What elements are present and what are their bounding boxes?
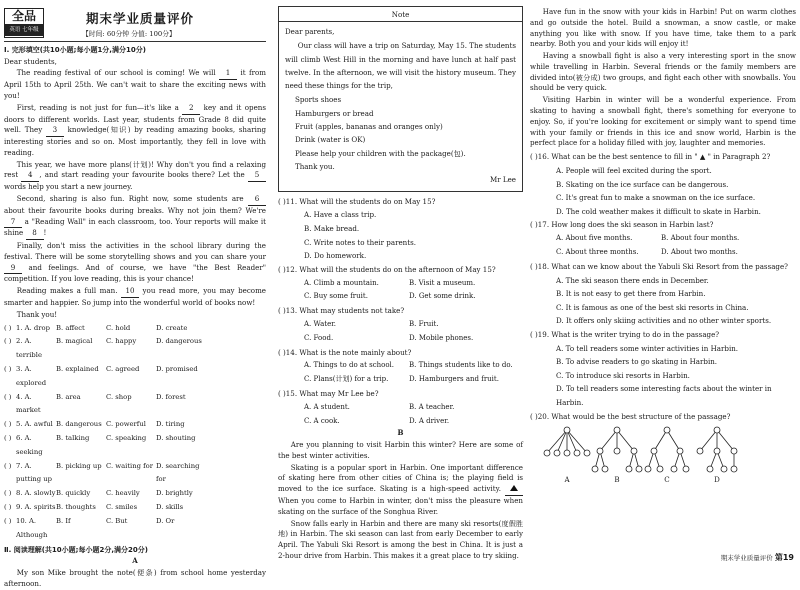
option-b: B. area	[56, 392, 81, 401]
structure-tree	[592, 425, 642, 475]
option-d: D. shouting	[156, 433, 196, 442]
question-stem: ( )19. What is the writer trying to do in the passage?	[530, 329, 720, 339]
cloze-passage	[4, 68, 266, 308]
question-stem: ( )14. What is the note mainly about?	[278, 347, 412, 357]
option: D. It offers only skiing activities and no other winter sports.	[556, 316, 772, 326]
option: D. To tell readers some interesting facts about the winter in Harbin.	[556, 384, 772, 408]
answer-blank: 9	[4, 263, 22, 275]
cloze-paragraph: Second, sharing is also fun. Right now, some students are 6 about their favourite books during breaks. Why not join them? We're 7 a "Reading Wall" in each classroom, too. Your reports will make it shine 8 !	[4, 194, 266, 240]
note-line: Sports shoes	[295, 95, 342, 105]
option-row	[4, 460, 266, 488]
note-signature: Mr Lee	[489, 175, 516, 185]
option: B. About four months.	[661, 234, 740, 243]
part-a-intro: My son Mike brought the note(便条) from school home yesterday afternoon.	[4, 567, 266, 588]
tree-node	[554, 450, 560, 456]
option-a: 5. A. awful	[16, 420, 53, 429]
time-info: 【时间: 60分钟 分值: 100分】	[82, 30, 176, 38]
option-d: D. promised	[156, 364, 198, 373]
option-d: D. brightly	[156, 489, 193, 498]
badge-sub: 英语 七年级	[5, 24, 43, 36]
option-a: 9. A. spirits	[16, 502, 56, 511]
option-d: D. create	[156, 323, 188, 332]
tree-node	[614, 427, 620, 433]
answer-paren: ( )	[4, 502, 12, 511]
note-line: Dear parents,	[285, 27, 335, 36]
option: B. A teacher.	[409, 402, 455, 411]
note-box	[278, 6, 523, 192]
answer-paren: ( )	[4, 420, 12, 429]
option: A. About five months.	[556, 234, 633, 243]
option-c: C. hold	[106, 323, 131, 332]
option-row	[4, 501, 266, 515]
option: C. Food.	[304, 333, 334, 342]
column-left	[4, 6, 266, 590]
option-c: C. But	[106, 516, 128, 525]
option: C. About three months.	[556, 247, 639, 256]
answer-blank: 5	[248, 170, 266, 182]
section-heading-2: Ⅱ. 阅读理解(共10小题;每小题2分,满分20分)	[4, 546, 148, 555]
cloze-paragraph: The reading festival of our school is coming! We will 1 it from April 15th to April 25th. We can't wait to share the exciting news with you!	[4, 68, 266, 100]
structure-option	[592, 425, 642, 486]
option-d: D. skills	[156, 502, 184, 511]
option-a: 7. A. putting up	[16, 461, 52, 484]
tree-node	[664, 427, 670, 433]
option-row	[278, 332, 523, 346]
cloze-options	[4, 322, 266, 543]
tree-node	[574, 450, 580, 456]
option-a: 3. A. explored	[16, 364, 47, 387]
structure-option	[642, 425, 692, 486]
structure-label: C	[664, 475, 670, 485]
tree-edge	[700, 430, 717, 451]
tree-edge	[567, 430, 577, 453]
option-c: C. waiting for	[106, 461, 153, 470]
tree-node	[671, 466, 677, 472]
option-row	[278, 373, 523, 387]
badge-main: 全品	[11, 9, 36, 23]
question-stem: ( )20. What would be the best structure of the passage?	[530, 411, 731, 421]
answer-paren: ( )	[4, 516, 12, 525]
answer-blank: 1	[219, 68, 237, 80]
option: A. Have a class trip.	[304, 210, 377, 220]
option-d: D. searching for	[156, 461, 200, 484]
tree-node	[714, 448, 720, 454]
section-heading: Ⅰ. 完形填空(共10小题;每小题1分,满分10分)	[4, 46, 146, 54]
answer-paren: ( )	[4, 433, 12, 442]
answer-paren: ( )	[4, 461, 12, 470]
note-line: Hamburgers or bread	[295, 108, 374, 118]
cloze-paragraph: This year, we have more plans(计划)! Why don't you find a relaxing rest 4 , and start reading your favourite books there? Let the 5 words help you start a new journey.	[4, 159, 266, 192]
option-c: C. happy	[106, 337, 137, 346]
note-line: Thank you.	[295, 161, 335, 171]
fill-blank	[505, 484, 523, 496]
tree-edge	[717, 430, 734, 451]
note-line: Please help your children with the package(包).	[295, 148, 466, 158]
option-b: B. magical	[56, 337, 93, 346]
option-row	[4, 335, 266, 363]
tree-node	[602, 466, 608, 472]
answer-blank: 7	[4, 217, 22, 229]
option: C. To introduce ski resorts in Harbin.	[556, 370, 690, 380]
questions-b	[530, 150, 796, 486]
option-a: 2. A. terrible	[16, 337, 42, 360]
option: D. About two months.	[661, 247, 738, 256]
option-c: C. agreed	[106, 364, 140, 373]
page-title: 期末学业质量评价	[86, 11, 195, 26]
option: A. Water.	[304, 319, 337, 328]
option: B. It is not easy to get there from Harbin.	[556, 289, 706, 299]
option: C. A cook.	[304, 416, 340, 425]
part-b-paragraph: Are you planning to visit Harbin this winter? Here are some of the best winter activities.	[278, 440, 523, 460]
tree-node	[731, 466, 737, 472]
option-row	[530, 232, 796, 246]
option: C. It is famous as one of the best ski resorts in China.	[556, 302, 749, 312]
closing: Thank you!	[16, 309, 58, 319]
part-b-label: B	[397, 428, 404, 438]
tree-node	[544, 450, 550, 456]
option-row	[4, 391, 266, 419]
part-b-paragraph: Have fun in the snow with your kids in Harbin! Put on warm clothes and go outside the hotel. Build a snowman, a snow castle, or make anything you like with snow. If you have time, take them to a park nearby. Both you and your kids will enjoy it!	[530, 7, 796, 49]
column-right	[530, 6, 796, 486]
tree-node	[597, 448, 603, 454]
tree-edge	[567, 430, 587, 453]
option: A. Climb a mountain.	[304, 278, 379, 287]
answer-paren: ( )	[4, 323, 12, 332]
answer-blank: 8	[26, 228, 44, 240]
option: D. Hamburgers and fruit.	[409, 375, 499, 384]
question-stem: ( )16. What can be the best sentence to fill in " ▲ " in Paragraph 2?	[530, 152, 771, 162]
part-b-paragraph: Skating is a popular sport in Harbin. One important difference of skating here from other cities of China is; the playing field is moved to the ice surface. Skating is a high-speed activity. When you come to Harbin in winter, don't miss the pleasure when skating on the surface of the Songhua River.	[278, 462, 523, 516]
tree-edge	[654, 430, 667, 451]
tree-edge	[617, 430, 634, 451]
questions-a	[278, 195, 523, 429]
answer-paren: ( )	[4, 364, 12, 373]
option-a: 4. A. market	[16, 392, 41, 415]
option: D. A driver.	[409, 416, 450, 425]
option-d: D. forest	[156, 392, 186, 401]
answer-paren: ( )	[4, 489, 12, 498]
tree-node	[631, 448, 637, 454]
answer-blank: 6	[248, 194, 266, 206]
option-a: 10. A. Although	[16, 516, 48, 539]
option-d: D. Or	[156, 516, 175, 525]
column-middle	[278, 6, 523, 563]
option-b: B. picking up	[56, 461, 102, 470]
structure-option	[692, 425, 742, 486]
option-row	[278, 290, 523, 304]
tree-edge	[547, 430, 567, 453]
structure-label: A	[564, 475, 570, 485]
part-b-paragraph: Snow falls early in Harbin and there are many ski resorts(度假胜地) in Harbin. The ski season can last from early December to early April. The Yabuli Ski Resort is among the best in China. It is just a 2-hour drive from Harbin. This makes it a great place to try skiing.	[278, 518, 523, 560]
question-stem: ( )18. What can we know about the Yabuli Ski Resort from the passage?	[530, 261, 788, 271]
option-b: B. dangerous	[56, 420, 102, 429]
option: C. Write notes to their parents.	[304, 237, 416, 247]
option: B. Things students like to do.	[409, 361, 513, 370]
answer-blank: 2	[182, 103, 200, 115]
option: A. People will feel excited during the sport.	[556, 165, 712, 175]
option-row	[278, 318, 523, 332]
triangle-marker	[510, 485, 518, 491]
tree-node	[626, 466, 632, 472]
option: C. Plans(计划) for a trip.	[304, 375, 389, 384]
page-number: 第19	[774, 552, 794, 562]
option-row	[530, 246, 796, 260]
cloze-paragraph: Reading makes a full man. 10 you read more, you may become smarter and happier. So jump into the wonderful world of books now!	[4, 286, 267, 308]
structure-tree	[542, 425, 592, 475]
option-b: B. talking	[56, 433, 90, 442]
greeting: Dear students,	[4, 56, 57, 66]
answer-paren: ( )	[4, 337, 12, 346]
tree-node	[697, 448, 703, 454]
option-a: 1. A. drop	[16, 323, 50, 332]
option-d: D. dangerous	[156, 337, 202, 346]
option-c: C. heavily	[106, 489, 140, 498]
tree-node	[592, 466, 598, 472]
question-stem: ( )17. How long does the ski season in Harbin last?	[530, 220, 714, 230]
part-b-paragraph: Visiting Harbin in winter will be a wonderful experience. From skating to having a snowball fight, there's something for everyone to enjoy. So, if you're looking for excitement or simply want to spend time with your family or friends in this ice and snow world, Harbin is the perfect place for a holiday filled with joy, laughter and memories.	[530, 95, 796, 148]
exam-header	[4, 6, 266, 42]
option-d: D. tiring	[156, 420, 185, 429]
question-stem: ( )15. What may Mr Lee be?	[278, 388, 379, 398]
structure-tree	[642, 425, 692, 475]
tree-edge	[557, 430, 567, 453]
option-row	[4, 363, 266, 391]
option-a: 8. A. slowly	[16, 489, 56, 498]
tree-edge	[600, 430, 617, 451]
question-stem: ( )11. What will the students do on May 15?	[278, 196, 436, 206]
option-row	[278, 415, 523, 429]
answer-paren: ( )	[4, 392, 12, 401]
tree-node	[731, 448, 737, 454]
option-b: B. affect	[56, 323, 85, 332]
option: D. Mobile phones.	[409, 333, 474, 342]
option-b: B. thoughts	[56, 502, 96, 511]
tree-node	[677, 448, 683, 454]
structure-label: B	[614, 475, 620, 485]
option-a: 6. A. seeking	[16, 433, 43, 456]
tree-node	[657, 466, 663, 472]
tree-edge	[667, 430, 680, 451]
footer-text: 期末学业质量评价	[720, 553, 773, 562]
tree-node	[614, 448, 620, 454]
tree-node	[564, 427, 570, 433]
note-line: Drink (water is OK)	[295, 135, 366, 145]
note-line: Our class will have a trip on Saturday, May 15. The students will climb West Hill in the morning and have lunch at half past twelve. In the afternoon, we will visit the history museum. They need these things for the trip,	[285, 41, 516, 91]
option-row	[4, 418, 266, 432]
tree-node	[651, 448, 657, 454]
option: C. Buy some fruit.	[304, 292, 368, 301]
option: B. To advise readers to go skating in Harbin.	[556, 357, 718, 367]
option-c: C. speaking	[106, 433, 147, 442]
structure-diagrams	[542, 425, 732, 486]
option-c: C. smiles	[106, 502, 138, 511]
tree-node	[584, 450, 590, 456]
note-title: Note	[279, 9, 522, 22]
option: D. Do homework.	[304, 251, 367, 261]
part-b-paragraph: Having a snowball fight is also a very interesting sport in the snow while travelling in Harbin. Several friends or the family members are divided into(被分成) two groups, and fight each other with snowballs. You should be very quick.	[530, 51, 796, 93]
option: D. Get some drink.	[409, 292, 476, 301]
tree-node	[707, 466, 713, 472]
page-footer	[721, 552, 794, 564]
option-row	[278, 359, 523, 373]
option-c: C. shop	[106, 392, 132, 401]
option: B. Make bread.	[304, 223, 360, 233]
cloze-paragraph: First, reading is not just for fun—it's like a 2 key and it opens doors to different worlds. Last year, students from Grade 8 did quite well. They 3 knowledge(知识) by reading amazing books, sharing interesting stories and so on. Most importantly, they fell in love with reading.	[4, 102, 267, 157]
option: B. Skating on the ice surface can be dangerous.	[556, 179, 729, 189]
option: B. Visit a museum.	[409, 278, 476, 287]
option-c: C. powerful	[106, 420, 146, 429]
structure-label: D	[714, 475, 720, 485]
option-row	[4, 515, 266, 543]
structure-tree	[692, 425, 742, 475]
option: D. The cold weather makes it difficult to skate in Harbin.	[556, 206, 761, 216]
option-b: B. If	[56, 516, 71, 525]
answer-blank: 10	[121, 286, 139, 298]
tree-node	[714, 427, 720, 433]
brand-badge	[4, 8, 44, 38]
option: A. The ski season there ends in December.	[556, 275, 709, 285]
option: A. To tell readers some winter activities in Harbin.	[556, 343, 739, 353]
tree-node	[645, 466, 651, 472]
option: B. Fruit.	[409, 319, 439, 328]
tree-node	[564, 450, 570, 456]
option-row	[4, 487, 266, 501]
tree-node	[683, 466, 689, 472]
option-row	[4, 432, 266, 460]
part-a-label: A	[132, 555, 138, 565]
option-b: B. quickly	[56, 489, 91, 498]
structure-option	[542, 425, 592, 486]
option-row	[278, 277, 523, 291]
option: A. A student.	[304, 402, 350, 411]
answer-blank: 3	[46, 125, 64, 137]
question-stem: ( )13. What may students not take?	[278, 306, 405, 316]
option-row	[4, 322, 266, 336]
option-b: B. explained	[56, 364, 99, 373]
note-line: Fruit (apples, bananas and oranges only)	[295, 122, 443, 132]
option: A. Things to do at school.	[304, 361, 395, 370]
option: C. It's great fun to make a snowman on the ice surface.	[556, 193, 756, 203]
question-stem: ( )12. What will the students do on the afternoon of May 15?	[278, 264, 496, 274]
cloze-paragraph: Finally, don't miss the activities in the school library during the festival. There will be some storytelling shows and you can share your 9 and feelings. And of course, we have "the Best Reader" competition. If you love reading, this is your chance!	[4, 241, 266, 284]
answer-blank: 4	[21, 170, 39, 182]
option-row	[278, 401, 523, 415]
tree-node	[721, 466, 727, 472]
